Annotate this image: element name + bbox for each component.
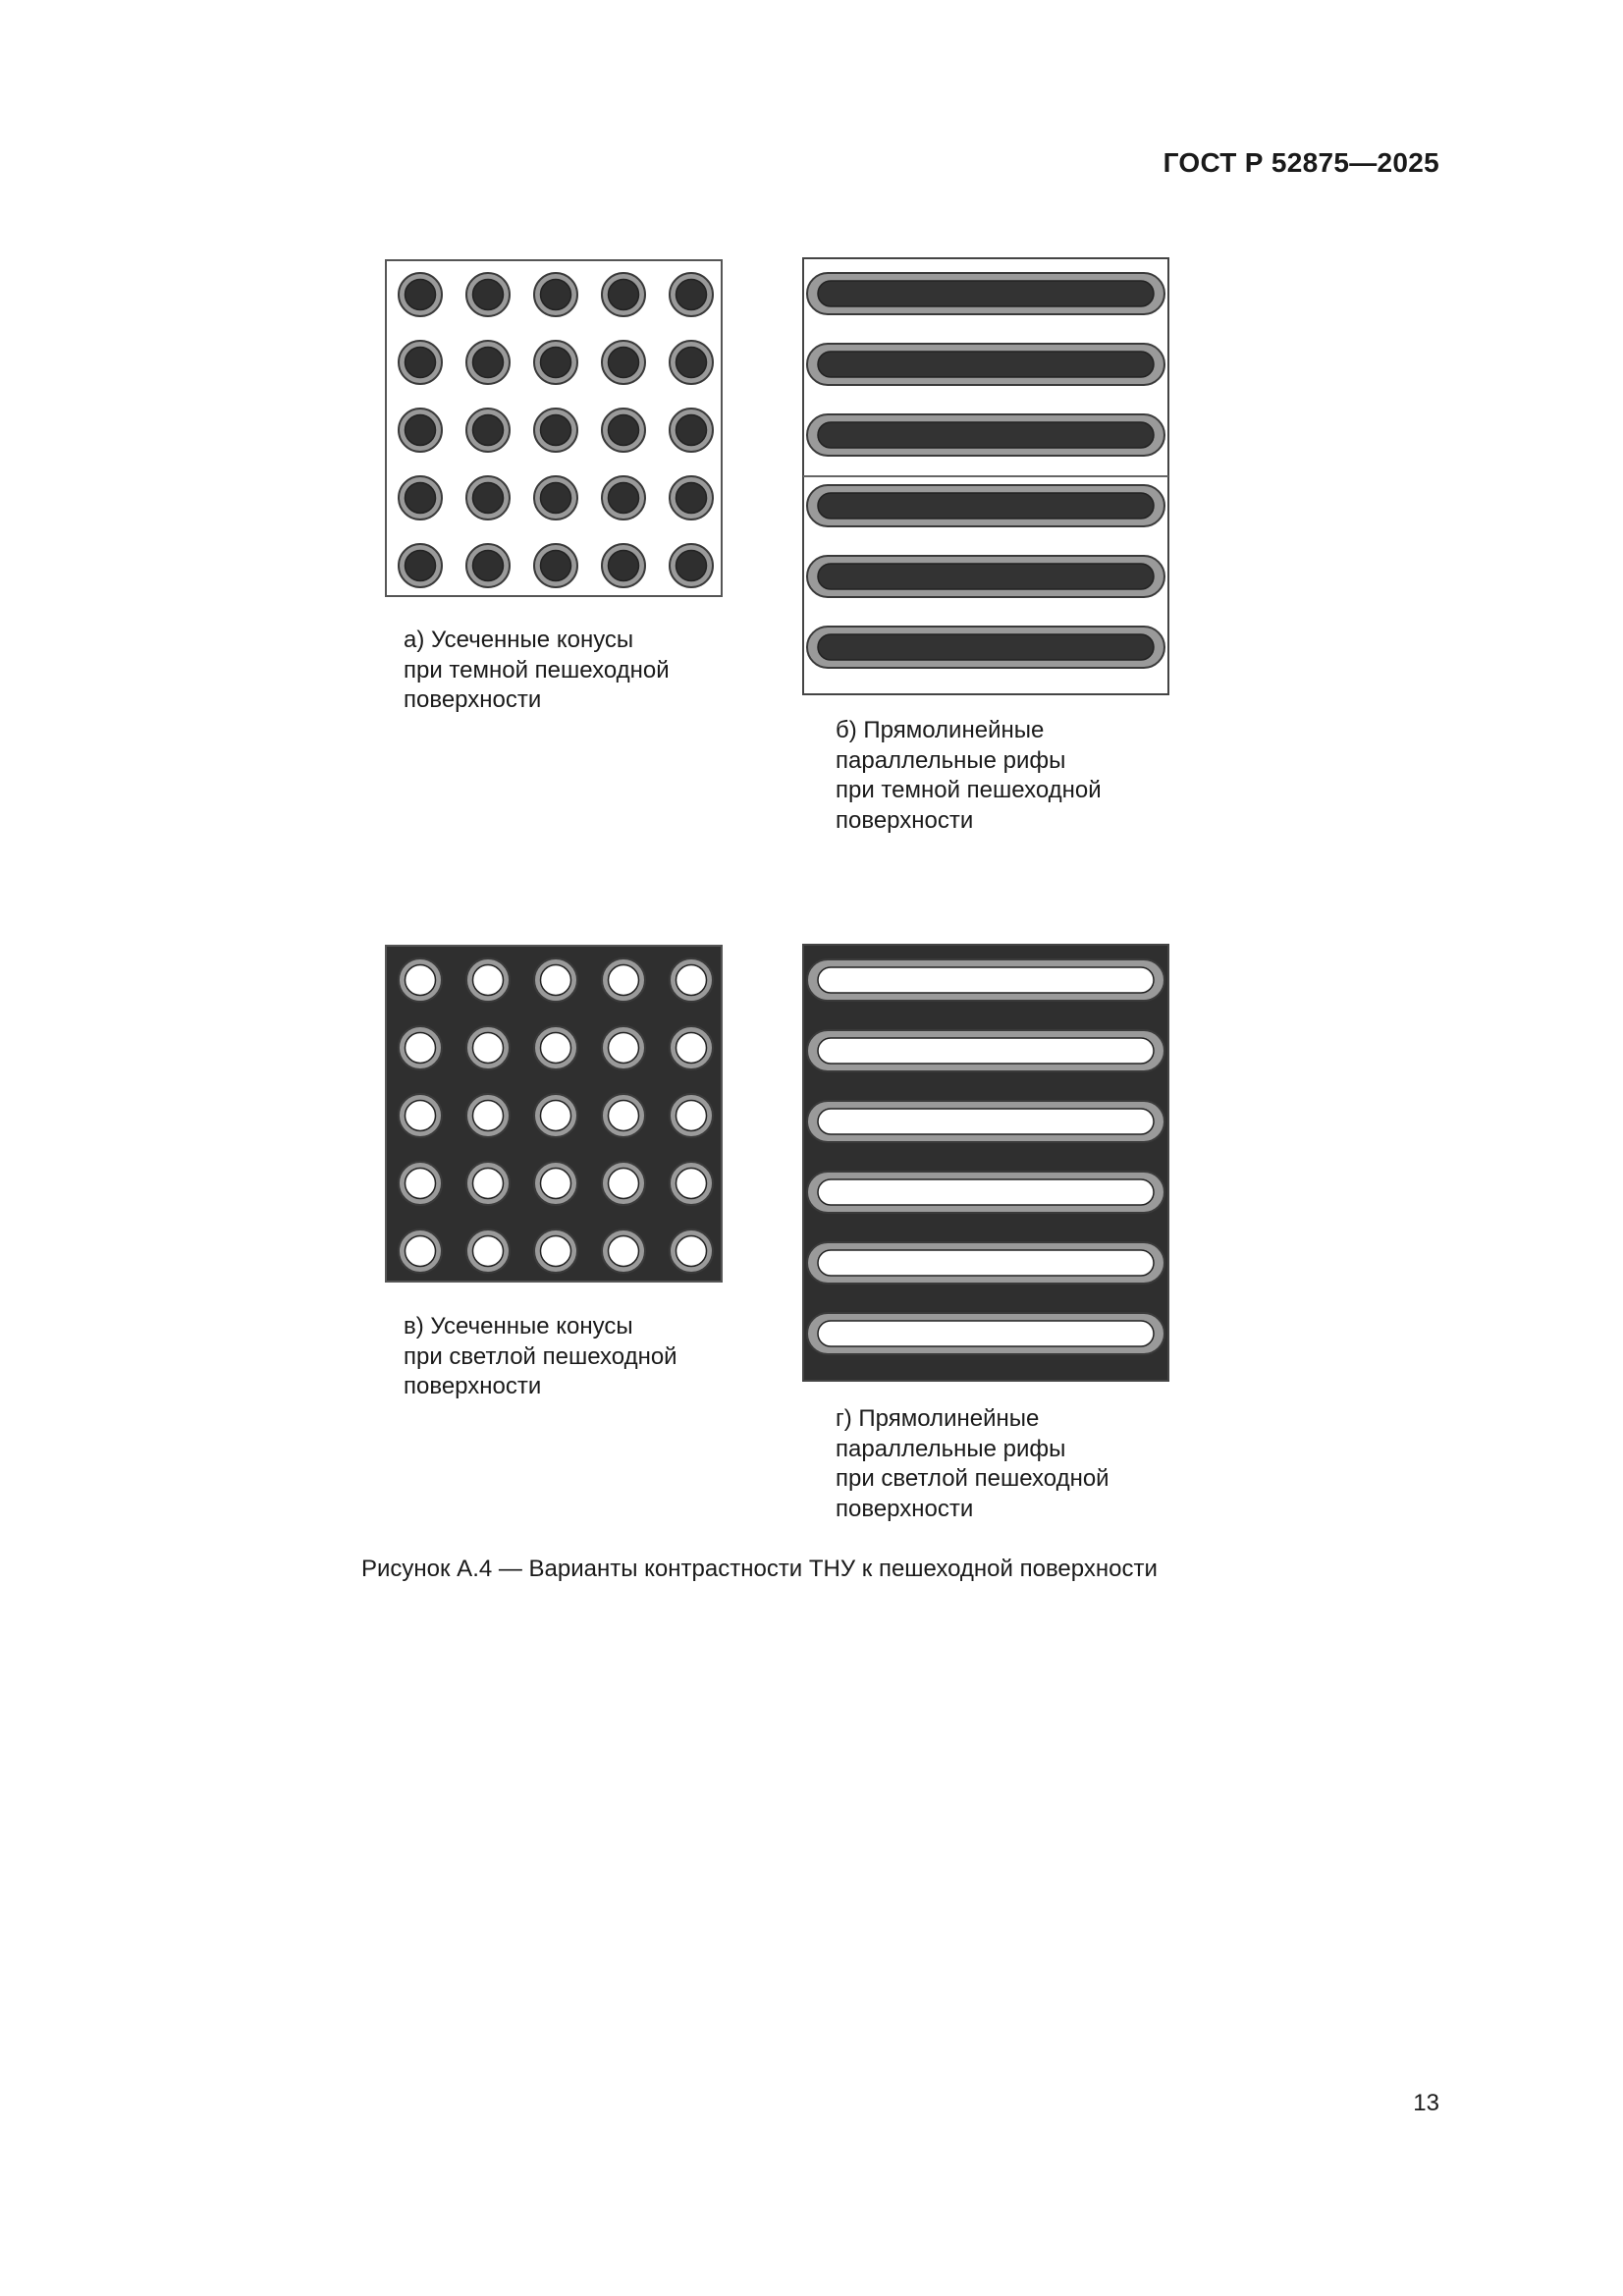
cone-top: [406, 965, 436, 996]
cone-top: [676, 348, 707, 378]
figure-v-dots-svg: [385, 945, 723, 1283]
figure-a-tile: [385, 259, 723, 597]
cone-top: [473, 965, 504, 996]
figure-g-caption-line: параллельные рифы: [836, 1435, 1066, 1462]
rib-top: [818, 352, 1154, 377]
document-id-header: ГОСТ Р 52875—2025: [1163, 147, 1439, 178]
figure-g-tile: [802, 944, 1169, 1382]
cone-top: [473, 1236, 504, 1267]
rib-top: [818, 967, 1154, 993]
figure-a-dots-svg: [385, 259, 723, 597]
cone-top: [473, 415, 504, 446]
figure-b-caption-line: поверхности: [836, 806, 974, 834]
cone-top: [609, 415, 639, 446]
rib-top: [818, 422, 1154, 448]
cone-top: [609, 551, 639, 581]
figure-v-caption-line: в) Усеченные конусы: [404, 1313, 633, 1339]
cone-top: [473, 1169, 504, 1199]
cone-top: [406, 1236, 436, 1267]
cone-top: [609, 1236, 639, 1267]
figure-g-caption-line: г) Прямолинейные: [836, 1405, 1040, 1432]
figure-v-caption: [404, 1312, 677, 1402]
cone-top: [473, 348, 504, 378]
figure-v-caption-line: при светлой пешеходной: [404, 1342, 677, 1370]
figure-a-caption-line: поверхности: [404, 686, 542, 713]
cone-top: [406, 348, 436, 378]
cone-top: [541, 965, 571, 996]
cone-top: [473, 551, 504, 581]
rib-top: [818, 1179, 1154, 1205]
figure-g-ribs-svg: [802, 944, 1169, 1382]
figure-b-caption: [836, 716, 1102, 836]
cone-top: [473, 1101, 504, 1131]
cone-top: [541, 551, 571, 581]
cone-top: [406, 551, 436, 581]
cone-top: [609, 1101, 639, 1131]
figure-g-caption-line: поверхности: [836, 1495, 974, 1522]
cone-top: [676, 1236, 707, 1267]
cone-top: [473, 1033, 504, 1064]
cone-top: [541, 1033, 571, 1064]
rib-top: [818, 564, 1154, 589]
cone-top: [609, 483, 639, 514]
rib-top: [818, 634, 1154, 660]
cone-top: [473, 280, 504, 310]
rib-top: [818, 1250, 1154, 1276]
cone-top: [609, 280, 639, 310]
figure-b-tile: [802, 257, 1169, 695]
cone-top: [676, 280, 707, 310]
figure-b-caption-line: б) Прямолинейные: [836, 717, 1045, 743]
cone-top: [406, 280, 436, 310]
cone-top: [473, 483, 504, 514]
cone-top: [541, 415, 571, 446]
cone-top: [609, 1033, 639, 1064]
figure-g-caption: [836, 1404, 1109, 1524]
cone-top: [541, 280, 571, 310]
rib-top: [818, 281, 1154, 306]
cone-top: [609, 965, 639, 996]
rib-top: [818, 493, 1154, 519]
figure-g-caption-line: при светлой пешеходной: [836, 1465, 1109, 1492]
rib-top: [818, 1038, 1154, 1064]
cone-top: [406, 415, 436, 446]
figure-caption: Рисунок А.4 — Варианты контрастности ТНУ к пешеходной поверхности: [361, 1556, 1158, 1582]
cone-top: [676, 1169, 707, 1199]
cone-top: [609, 348, 639, 378]
figure-v-caption-line: поверхности: [404, 1373, 542, 1399]
cone-top: [541, 1101, 571, 1131]
figure-a-caption-line: при темной пешеходной: [404, 656, 670, 683]
cone-top: [541, 1169, 571, 1199]
cone-top: [676, 551, 707, 581]
figure-a-caption-line: а) Усеченные конусы: [404, 627, 634, 653]
cone-top: [406, 1033, 436, 1064]
rib-top: [818, 1109, 1154, 1134]
cone-top: [406, 1169, 436, 1199]
rib-top: [818, 1321, 1154, 1346]
figure-b-ribs-svg: [802, 257, 1169, 695]
cone-top: [676, 1033, 707, 1064]
page-number: 13: [1413, 2090, 1439, 2116]
cone-top: [676, 415, 707, 446]
cone-top: [676, 483, 707, 514]
cone-top: [541, 483, 571, 514]
cone-top: [609, 1169, 639, 1199]
cone-top: [676, 965, 707, 996]
cone-top: [406, 483, 436, 514]
cone-top: [541, 1236, 571, 1267]
figure-b-caption-line: параллельные рифы: [836, 746, 1066, 774]
figure-b-caption-line: при темной пешеходной: [836, 777, 1102, 803]
cone-top: [541, 348, 571, 378]
figure-v-tile: [385, 945, 723, 1283]
figure-a-caption: [404, 626, 670, 716]
cone-top: [406, 1101, 436, 1131]
cone-top: [676, 1101, 707, 1131]
